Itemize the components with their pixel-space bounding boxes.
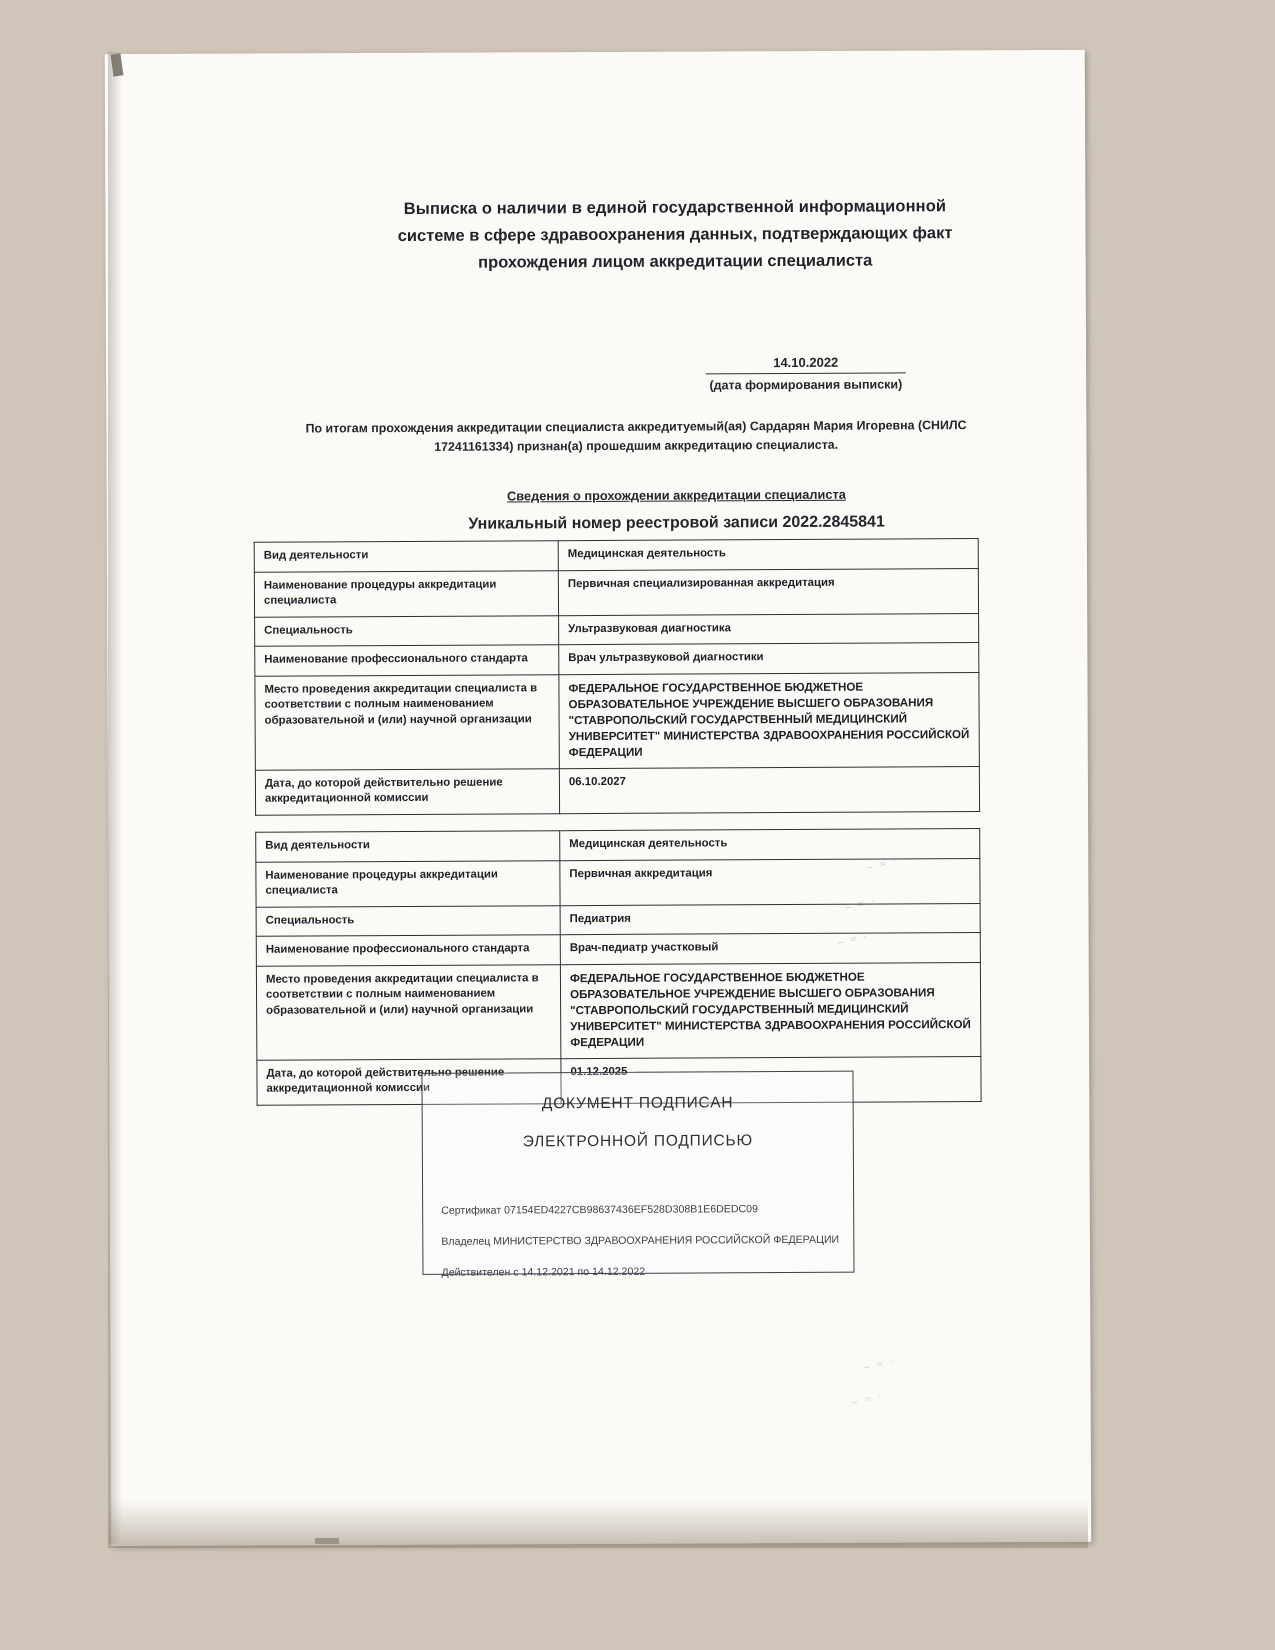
label-professional-standard: Наименование профессионального стандарта	[256, 935, 560, 966]
value-specialty: Ультразвуковая диагностика	[559, 613, 979, 645]
electronic-signature-stamp	[421, 1071, 854, 1279]
label-place: Место проведения аккредитации специалиста в соответствии с полным наименованием образовательной и (или) научной организации	[255, 674, 559, 770]
form-date-caption: (дата формирования выписки)	[709, 377, 903, 393]
section-heading: Сведения о прохождении аккредитации специалиста	[506, 486, 846, 504]
value-valid-until: 01.12.2025	[561, 1056, 981, 1103]
value-valid-until: 06.10.2027	[559, 766, 979, 813]
page-title-line-3: прохождения лицом аккредитации специалиста	[478, 251, 873, 272]
label-procedure-name: Наименование процедуры аккредитации специалиста	[256, 860, 560, 907]
table-row	[256, 858, 980, 907]
table-row	[254, 568, 978, 617]
table-row	[255, 766, 979, 815]
label-specialty: Специальность	[256, 905, 560, 936]
document-content	[114, 57, 1082, 1532]
value-activity-type: Медицинская деятельность	[558, 539, 978, 571]
table-row	[256, 903, 980, 936]
signature-certificate: Сертификат 07154ED4227CB98637436EF528D308B1E6DEDC09	[441, 1203, 758, 1217]
registry-number: Уникальный номер реестровой записи 2022.2845841	[468, 513, 885, 533]
table-row	[256, 933, 980, 966]
page-title-line-2: системе в сфере здравоохранения данных, подтверждающих факт	[397, 224, 953, 246]
value-activity-type: Медицинская деятельность	[560, 829, 980, 861]
page-title	[375, 193, 975, 277]
table-row	[255, 672, 979, 770]
label-activity-type: Вид деятельности	[256, 831, 560, 862]
scan-smudge-artifact: ~ ≈ ·	[861, 1354, 897, 1375]
table-row	[254, 539, 978, 572]
label-specialty: Специальность	[255, 615, 559, 646]
signature-title-line-1: ДОКУМЕНТ ПОДПИСАН	[541, 1094, 734, 1113]
scan-smudge-artifact: ~ ≈ ·	[835, 929, 871, 950]
signature-owner: Владелец МИНИСТЕРСТВО ЗДРАВООХРАНЕНИЯ РОССИЙСКОЙ ФЕДЕРАЦИИ	[441, 1233, 840, 1248]
label-valid-until: Дата, до которой действительно решение аккредитационной комиссии	[257, 1058, 561, 1105]
table-row	[256, 829, 980, 862]
label-activity-type: Вид деятельности	[254, 541, 558, 572]
table-row	[255, 613, 979, 646]
label-place: Место проведения аккредитации специалиста в соответствии с полным наименованием образовательной и (или) научной организации	[256, 964, 560, 1060]
scan-smudge-artifact: ~ ≈ ·	[865, 854, 900, 875]
scan-smudge-artifact: ~ ≈ ·	[850, 1389, 885, 1410]
value-procedure-name: Первичная аккредитация	[560, 858, 980, 905]
label-valid-until: Дата, до которой действительно решение аккредитационной комиссии	[255, 768, 559, 815]
accreditation-table-1	[254, 538, 980, 815]
page-title-line-1: Выписка о наличии в единой государственной информационной	[403, 197, 947, 219]
accreditation-table-2	[255, 828, 981, 1105]
form-date-block	[676, 353, 936, 392]
value-professional-standard: Врач-педиатр участковый	[560, 933, 980, 965]
value-place: ФЕДЕРАЛЬНОЕ ГОСУДАРСТВЕННОЕ БЮДЖЕТНОЕ ОБРАЗОВАТЕЛЬНОЕ УЧРЕЖДЕНИЕ ВЫСШЕГО ОБРАЗОВАНИЯ "СТАВРОПОЛЬСКИЙ ГОСУДАРСТВЕННЫЙ МЕДИЦИНСКИЙ УНИВЕРСИТЕТ" МИНИСТЕРСТВА ЗДРАВООХРАНЕНИЯ РОССИЙСКОЙ ФЕДЕРАЦИИ	[559, 672, 979, 768]
value-place: ФЕДЕРАЛЬНОЕ ГОСУДАРСТВЕННОЕ БЮДЖЕТНОЕ ОБРАЗОВАТЕЛЬНОЕ УЧРЕЖДЕНИЕ ВЫСШЕГО ОБРАЗОВАНИЯ "СТАВРОПОЛЬСКИЙ ГОСУДАРСТВЕННЫЙ МЕДИЦИНСКИЙ УНИВЕРСИТЕТ" МИНИСТЕРСТВА ЗДРАВООХРАНЕНИЯ РОССИЙСКОЙ ФЕДЕРАЦИИ	[560, 962, 980, 1058]
label-procedure-name: Наименование процедуры аккредитации специалиста	[254, 570, 558, 617]
intro-paragraph: По итогам прохождения аккредитации специалиста аккредитуемый(ая) Сардарян Мария Игоревна (СНИЛС 17241161334) признан(а) прошедшим аккредитацию специалиста.	[305, 418, 967, 454]
scan-smudge-artifact: ~ ≈ ·	[843, 894, 878, 915]
table-row	[256, 962, 980, 1060]
value-professional-standard: Врач ультразвуковой диагностики	[559, 643, 979, 675]
value-procedure-name: Первичная специализированная аккредитация	[558, 568, 978, 615]
value-specialty: Педиатрия	[560, 903, 980, 935]
signature-title-line-2: ЭЛЕКТРОННОЙ ПОДПИСЬЮ	[522, 1132, 753, 1151]
label-professional-standard: Наименование профессионального стандарта	[255, 645, 559, 676]
signature-validity: Действителен с 14.12.2021 по 14.12.2022	[441, 1265, 646, 1279]
form-date-value: 14.10.2022	[706, 354, 906, 374]
table-row	[255, 643, 979, 676]
paper-fold-artifact	[315, 1538, 339, 1544]
